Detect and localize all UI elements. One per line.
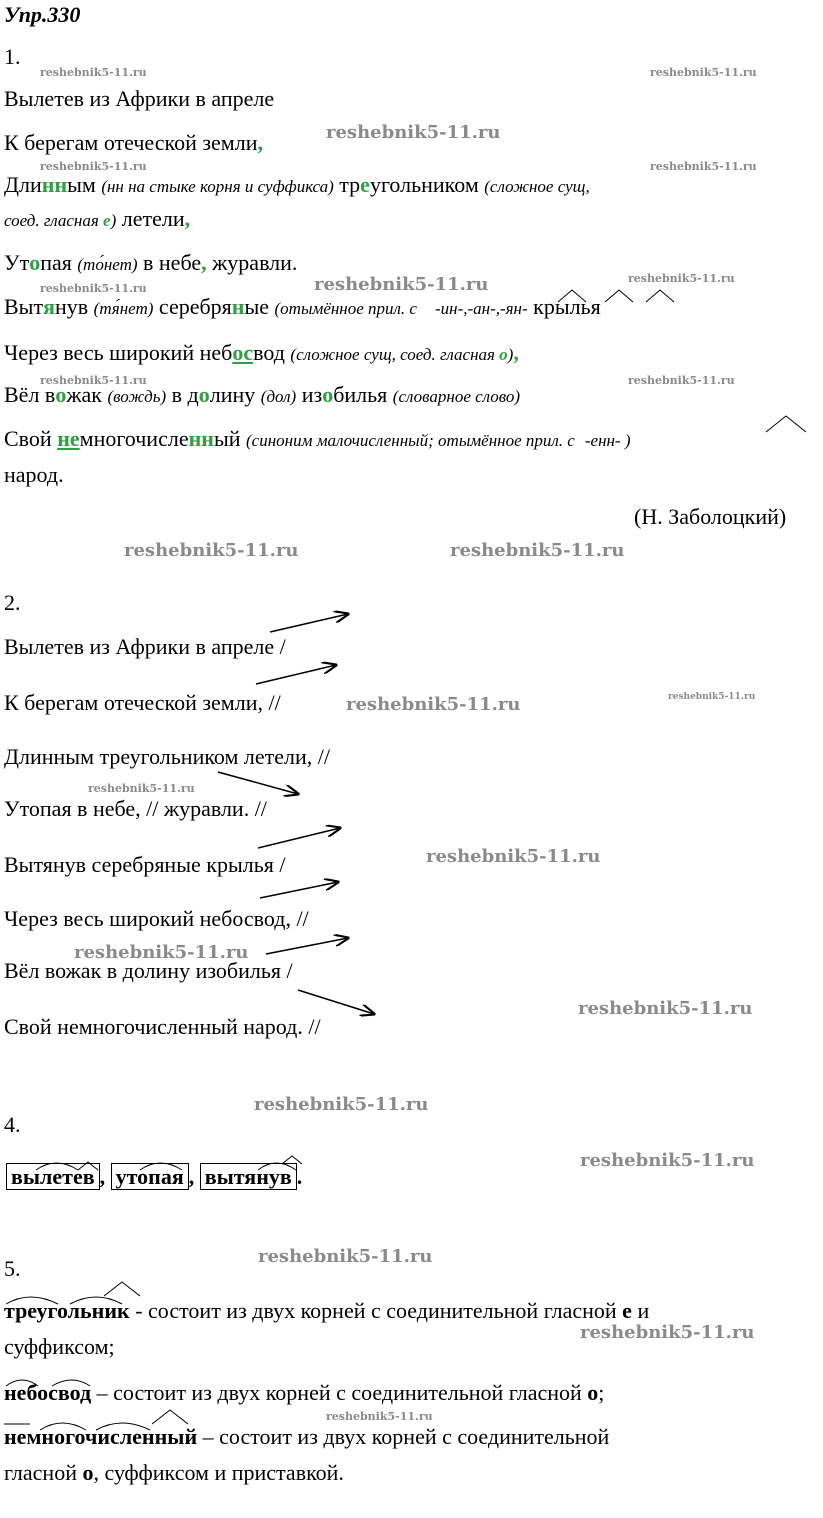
watermark: reshebnik5-11.ru [668,692,756,702]
watermark: reshebnik5-11.ru [40,160,147,173]
rhythm-line-2: К берегам отеческой земли, // [4,690,281,715]
section-4-number: 4. [4,1112,21,1137]
watermark: reshebnik5-11.ru [580,1150,755,1171]
poem-author: (Н. Заболоцкий) [634,504,787,529]
arrow-5 [260,882,338,898]
watermark: reshebnik5-11.ru [314,274,489,295]
watermark: reshebnik5-11.ru [40,282,147,295]
watermark: reshebnik5-11.ru [628,272,735,285]
watermark: reshebnik5-11.ru [426,846,601,867]
rhythm-line-7: Вёл вожак в долину изобилья / [4,958,293,983]
poem-line-2: К берегам отеческой земли, [4,130,263,155]
arrow-7 [298,990,374,1014]
arrow-2 [256,665,336,684]
suffix-arc-3 [646,290,674,302]
watermark: reshebnik5-11.ru [74,942,249,963]
watermark: reshebnik5-11.ru [40,66,147,79]
poem-line-6: Вытянув (тя́нет) серебряные (отымённое прил. с -ин-,-ан-,-ян- крылья [4,294,601,319]
suffix-mark-5 [104,1282,140,1296]
watermark: reshebnik5-11.ru [650,160,757,173]
rhythm-line-8: Свой немногочисленный народ. // [4,1014,321,1039]
analysis-item-2: небосвод – состоит из двух корней с соединительной гласной о; [4,1380,605,1405]
rhythm-line-6: Через весь широкий небосвод, // [4,906,309,931]
page-title: Упр.330 [4,2,81,27]
section-2-number: 2. [4,590,21,615]
arrow-6 [266,938,348,954]
rhythm-line-3: Длинным треугольником летели, // [4,744,331,769]
suffix-mark-5b [152,1410,188,1424]
poem-line-8: Вёл вожак (вождь) в долину (дол) изобилья (словарное слово) [4,382,521,407]
watermark: reshebnik5-11.ru [254,1094,429,1115]
arrow-3 [218,772,298,794]
watermark: reshebnik5-11.ru [346,694,521,715]
suffix-arc-2 [605,290,633,302]
analysis-word-1: треугольник [4,1298,130,1323]
analysis-item-3: немногочисленный – состоит из двух корней с соединительной [4,1424,610,1449]
watermark: reshebnik5-11.ru [40,374,147,387]
watermark: reshebnik5-11.ru [326,122,501,143]
watermark: reshebnik5-11.ru [124,540,299,561]
analysis-item-1: треугольник - состоит из двух корней с соединительной гласной е и [4,1298,650,1323]
rhythm-line-1: Вылетев из Африки в апреле / [4,634,286,659]
watermark: reshebnik5-11.ru [580,1322,755,1343]
gerund-list: вылетев , утопая , вытянув . [6,1164,302,1190]
watermark: reshebnik5-11.ru [88,782,195,795]
watermark: reshebnik5-11.ru [650,66,757,79]
suffix-list: -ин-,-ан-,-ян- [434,299,528,318]
suffix-arc-4 [766,416,806,432]
gerund-word-2: утопая [111,1163,189,1190]
watermark: reshebnik5-11.ru [450,540,625,561]
analysis-item-1-cont: суффиксом; [4,1334,115,1359]
watermark: reshebnik5-11.ru [326,1410,433,1423]
poem-line-3: Длинным (нн на стыке корня и суффикса) треугольником (сложное сущ, [4,172,590,197]
arrow-1 [270,614,348,632]
rhythm-line-5: Вытянув серебряные крылья / [4,852,286,877]
rhythm-line-4: Утопая в небе, // журавли. // [4,796,267,821]
section-1-number: 1. [4,44,21,69]
suffix-enn: -енн- [584,431,621,450]
gerund-word-1: вылетев [6,1163,100,1190]
watermark: reshebnik5-11.ru [258,1246,433,1267]
watermark: reshebnik5-11.ru [578,998,753,1019]
poem-line-1: Вылетев из Африки в апреле [4,86,275,111]
analysis-word-3: немногочисленный [4,1424,198,1449]
poem-line-9: Свой немногочисленный (синоним малочисленный; отымённое прил. с -енн- ) [4,426,631,451]
watermark: reshebnik5-11.ru [628,374,735,387]
poem-line-10: народ. [4,462,64,487]
poem-line-7: Через весь широкий небосвод (сложное сущ, соед. гласная о), [4,340,519,365]
analysis-item-3-cont: гласной о, суффиксом и приставкой. [4,1460,344,1485]
poem-line-5: Утопая (то́нет) в небе, журавли. [4,250,298,275]
arrow-4 [258,828,340,848]
gerund-word-3: вытянув [200,1163,297,1190]
poem-line-4: соед. гласная е) летели, [4,206,191,231]
section-5-number: 5. [4,1256,21,1281]
analysis-word-2: небосвод [4,1380,92,1405]
